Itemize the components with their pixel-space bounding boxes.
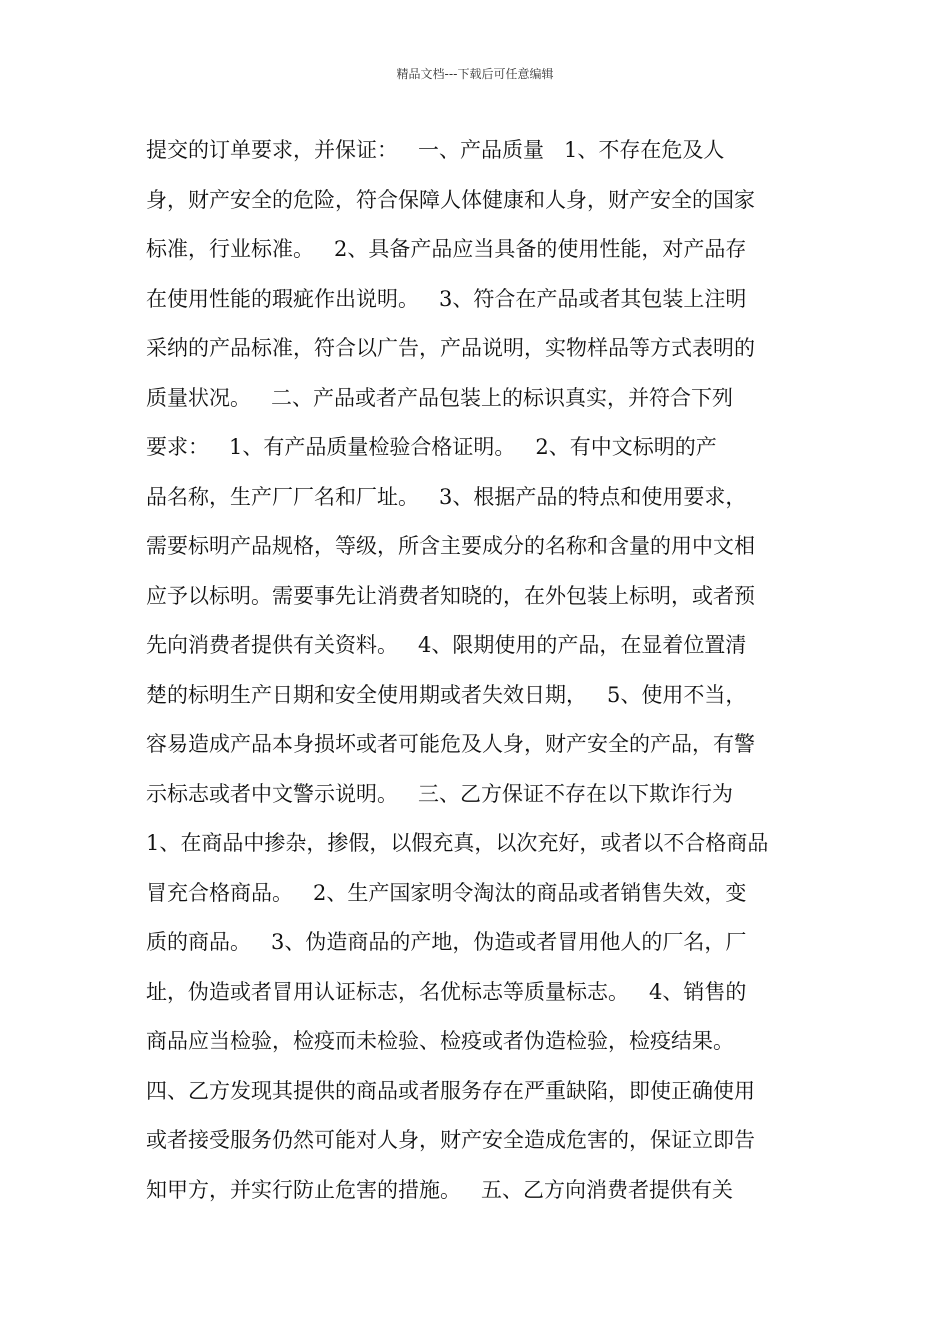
text-line: 或者接受服务仍然可能对人身，财产安全造成危害的，保证立即告 xyxy=(146,1128,755,1152)
text-line: 采纳的产品标准，符合以广告，产品说明，实物样品等方式表明的 xyxy=(146,336,755,360)
text-line: 示标志或者中文警示说明。 三、乙方保证不存在以下欺诈行为 xyxy=(146,781,734,806)
text-line: 容易造成产品本身损坏或者可能危及人身，财产安全的产品，有警 xyxy=(146,732,755,756)
text-line: 提交的订单要求，并保证： 一、产品质量 1、不存在危及人 xyxy=(146,138,725,162)
text-line: 需要标明产品规格，等级，所含主要成分的名称和含量的用中文相 xyxy=(146,534,755,558)
text-line: 应予以标明。需要事先让消费者知晓的，在外包装上标明，或者预 xyxy=(146,583,755,608)
text-line: 知甲方，并实行防止危害的措施。 五、乙方向消费者提供有关 xyxy=(146,1177,734,1202)
text-line: 先向消费者提供有关资料。 4、限期使用的产品，在显着位置清 xyxy=(146,633,747,657)
text-line: 址，伪造或者冒用认证标志，名优标志等质量标志。 4、销售的 xyxy=(146,979,747,1004)
text-line: 要求： 1、有产品质量检验合格证明。 2、有中文标明的产 xyxy=(146,435,717,459)
text-line: 品名称，生产厂厂名和厂址。 3、根据产品的特点和使用要求， xyxy=(146,484,747,509)
text-line: 身，财产安全的危险，符合保障人体健康和人身，财产安全的国家 xyxy=(146,187,755,212)
text-line: 楚的标明生产日期和安全使用期或者失效日期， 5、使用不当， xyxy=(146,682,747,707)
text-line: 质量状况。 二、产品或者产品包装上的标识真实，并符合下列 xyxy=(146,385,734,410)
text-line: 质的商品。 3、伪造商品的产地，伪造或者冒用他人的厂名，厂 xyxy=(146,930,747,954)
text-line: 四、乙方发现其提供的商品或者服务存在严重缺陷，即使正确使用 xyxy=(146,1078,755,1103)
text-line: 商品应当检验，检疫而未检验、检疫或者伪造检验，检疫结果。 xyxy=(146,1029,734,1053)
text-line: 1、在商品中掺杂，掺假，以假充真，以次充好，或者以不合格商品 xyxy=(146,831,769,855)
text-line: 冒充合格商品。 2、生产国家明令淘汰的商品或者销售失效，变 xyxy=(146,880,747,905)
text-line: 在使用性能的瑕疵作出说明。 3、符合在产品或者其包装上注明 xyxy=(146,286,747,311)
page-header: 精品文档---下载后可任意编辑 xyxy=(396,67,554,81)
text-line: 标准，行业标准。 2、具备产品应当具备的使用性能，对产品存 xyxy=(146,237,747,261)
document-body xyxy=(146,126,806,1215)
